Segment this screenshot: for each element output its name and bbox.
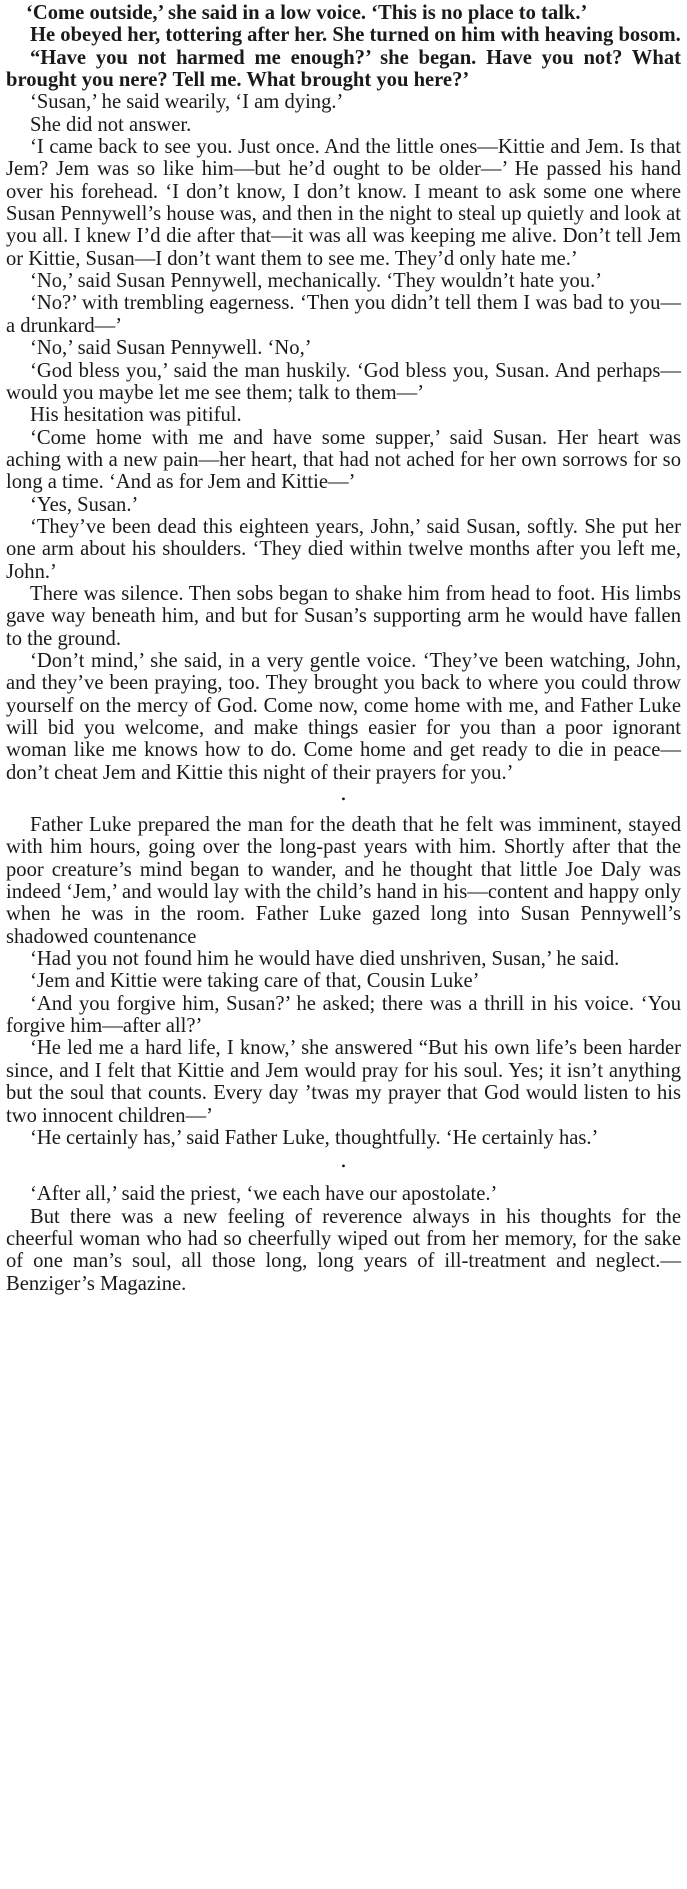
paragraph: ‘He led me a hard life, I know,’ she answered “But his own life’s been harder since, and I felt that Kittie and Jem would pray for his soul. Yes; it isn’t anything but the soul that counts. Every day ’twas my prayer that God would listen to his two innocent children—’ [6, 1037, 681, 1127]
paragraph: ‘God bless you,’ said the man huskily. ‘God bless you, Susan. And perhaps—would you maybe let me see them; talk to them—’ [6, 359, 681, 404]
paragraph: He obeyed her, tottering after her. She turned on him with heaving bosom. [30, 24, 681, 47]
article-section-2 [6, 814, 681, 1149]
paragraph: ‘And you forgive him, Susan?’ he asked; there was a thrill in his voice. ‘You forgive him—after all?’ [6, 992, 681, 1038]
paragraph: ‘After all,’ said the priest, ‘we each have our apostolate.’ [30, 1183, 498, 1206]
paragraph: Father Luke prepared the man for the death that he felt was imminent, stayed with him hours, going over the long-past years with him. Shortly after that the poor creature’s mind began to wander, and he thought that little Joe Daly was indeed ‘Jem,’ and would lay with the child’s hand in his—content and happy only when he was in the room. Father Luke gazed long into Susan Pennywell’s shadowed countenance [6, 814, 681, 948]
paragraph: She did not answer. [30, 113, 192, 136]
paragraph: ‘Don’t mind,’ she said, in a very gentle voice. ‘They’ve been watching, John, and they’ve been praying, too. They brought you back to where you could throw yourself on the mercy of God. Come now, come home with me, and Father Luke will bid you welcome, and make things easier for you than a poor ignorant woman like me knows how to do. Come home and get ready to die in peace—don’t cheat Jem and Kittie this night of their prayers for you.’ [6, 649, 681, 784]
section-separator: • [341, 1159, 346, 1174]
paragraph: ‘No,’ said Susan Pennywell. ‘No,’ [30, 337, 312, 360]
paragraph: There was silence. Then sobs began to shake him from head to foot. His limbs gave way beneath him, and but for Susan’s supporting arm he would have fallen to the ground. [6, 582, 681, 650]
article-section-3 [6, 1183, 681, 1295]
paragraph: His hesitation was pitiful. [30, 404, 242, 427]
paragraph: ‘Susan,’ he said wearily, ‘I am dying.’ [30, 91, 344, 114]
paragraph: ‘He certainly has,’ said Father Luke, thoughtfully. ‘He certainly has.’ [30, 1126, 599, 1149]
article-page [6, 2, 681, 1295]
paragraph: ‘They’ve been dead this eighteen years, John,’ said Susan, softly. She put her one arm about his shoulders. ‘They died within twelve months after you left me, John.’ [6, 515, 681, 583]
paragraph: But there was a new feeling of reverence always in his thoughts for the cheerful woman who had so cheerfully wiped out from her memory, for the sake of one man’s soul, all those long, long years of ill-treatment and neglect.—Benziger’s Magazine. [6, 1205, 681, 1295]
section-separator: • [341, 792, 346, 807]
paragraph: ‘I came back to see you. Just once. And the little ones—Kittie and Jem. Is that Jem? Jem was so like him—but he’d ought to be older—’ He passed his hand over his forehead. ‘I don’t know, I don’t know. I meant to ask some one where Susan Pennywell’s house was, and then in the night to steal up quietly and look at you all. I knew I’d die after that—it was all was keeping me alive. Don’t tell Jem or Kittie, Susan—I don’t want them to see me. They’d only hate me.’ [6, 136, 681, 270]
article-section-1 [6, 2, 681, 784]
paragraph: ‘Jem and Kittie were taking care of that, Cousin Luke’ [30, 970, 480, 993]
paragraph: ‘Had you not found him he would have died unshriven, Susan,’ he said. [30, 948, 620, 971]
paragraph: ‘Yes, Susan.’ [30, 493, 139, 516]
paragraph: ‘No?’ with trembling eagerness. ‘Then you didn’t tell them I was bad to you—a drunkard—’ [6, 292, 681, 337]
paragraph: ‘Come home with me and have some supper,’ said Susan. Her heart was aching with a new pain—her heart, that had not ached for her own sorrows for so long a time. ‘And as for Jem and Kittie—’ [6, 426, 681, 494]
paragraph: ‘No,’ said Susan Pennywell, mechanically. ‘They wouldn’t hate you.’ [30, 270, 603, 293]
paragraph: ‘Come outside,’ she said in a low voice. ‘This is no place to talk.’ [26, 2, 588, 24]
paragraph: “Have you not harmed me enough?’ she began. Have you not? What brought you nere? Tell me. What brought you here?’ [6, 46, 681, 92]
